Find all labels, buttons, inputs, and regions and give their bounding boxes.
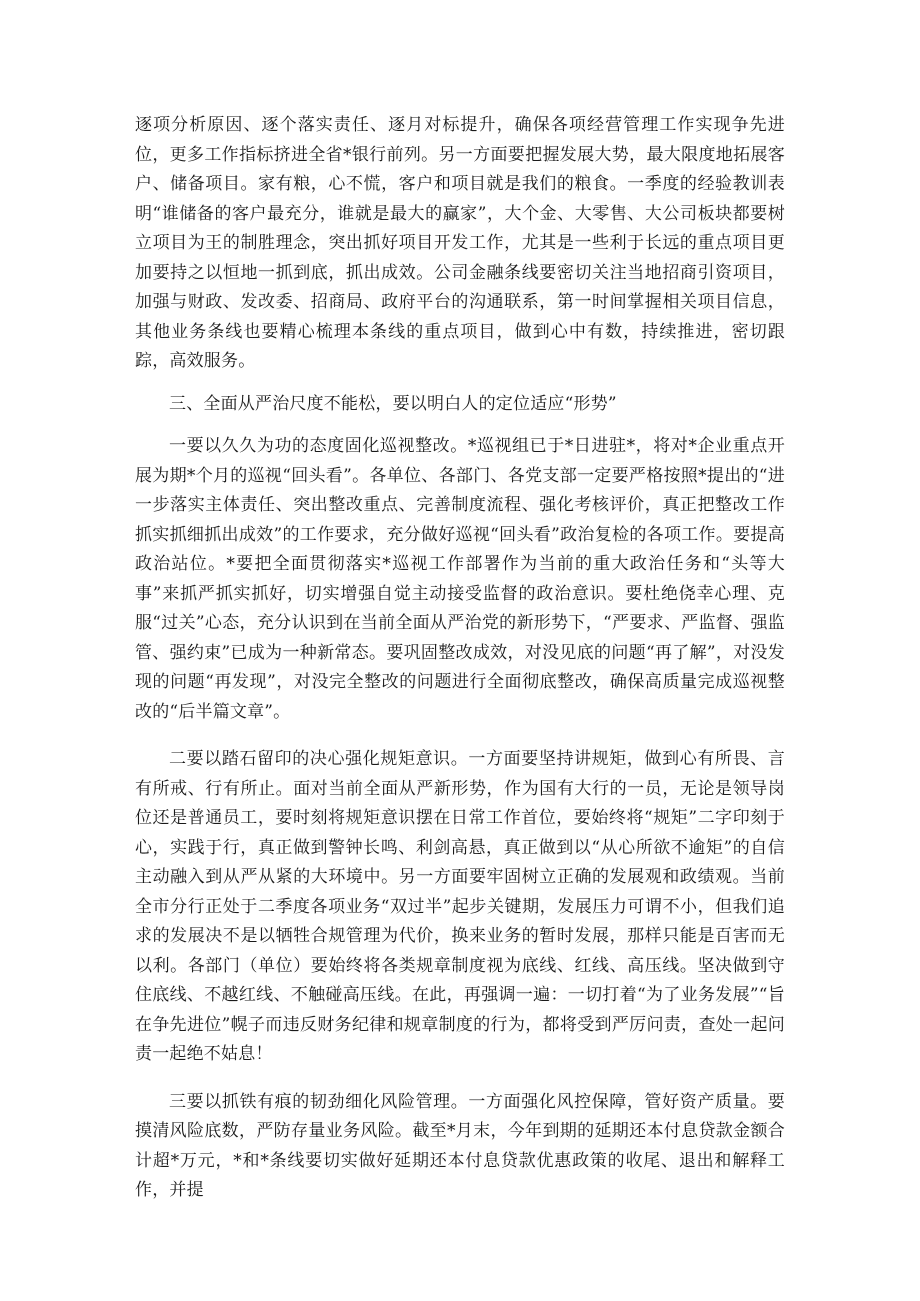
body-paragraph-inspection: 一要以久久为功的态度固化巡视整改。*巡视组已于*日进驻*，将对*企业重点开展为期*个月的巡视“回头看”。各单位、各部门、各党支部一定要严格按照*提出的“进一步落实主体责任、突出整改重点、完善制度流程、强化考核评价，真正把整改工作抓实抓细抓出成效”的工作要求，充分做好巡视“回头看”政治复检的各项工作。要提高政治站位。*要把全面贯彻落实*巡视工作部署作为当前的重大政治任务和“头等大事”来抓严抓实抓好，切实增强自觉主动接受监督的政治意识。要杜绝侥幸心理、克服“过关”心态，充分认识到在当前全面从严治党的新形势下，“严要求、严监督、强监管、强约束”已成为一种新常态。要巩固整改成效，对没见底的问题“再了解”，对没发现的问题“再发现”，对没完全整改的问题进行全面彻底整改，确保高质量完成巡视整改的“后半篇文章”。 xyxy=(135,436,785,722)
body-paragraph-rules: 二要以踏石留印的决心强化规矩意识。一方面要坚持讲规矩，做到心有所畏、言有所戒、行有所止。面对当前全面从严新形势，作为国有大行的一员，无论是领导岗位还是普通员工，要时刻将规矩意识摆在日常工作首位，要始终将“规矩”二字印刻于心，实践于行，真正做到警钟长鸣、利剑高悬，真正做到以“从心所欲不逾矩”的自信主动融入到从严从紧的大环境中。另一方面要牢固树立正确的发展观和政绩观。当前全市分行正处于二季度各项业务“双过半”起步关键期，发展压力可谓不小，但我们追求的发展决不是以牺牲合规管理为代价，换来业务的暂时发展，那样只能是百害而无以利。各部门（单位）要始终将各类规章制度视为底线、红线、高压线。坚决做到守住底线、不越红线、不触碰高压线。在此，再强调一遍：一切打着“为了业务发展”“旨在争先进位”幌子而违反财务纪律和规章制度的行为，都将受到严厉问责，查处一起问责一起绝不姑息！ xyxy=(135,749,785,1064)
section-heading-3: 三、全面从严治尺度不能松，要以明白人的定位适应“形势” xyxy=(169,393,617,414)
body-paragraph-1: 逐项分析原因、逐个落实责任、逐月对标提升，确保各项经营管理工作实现争先进位，更多工作指标挤进全省*银行前列。另一方面要把握发展大势，最大限度地拓展客户、储备项目。家有粮，心不慌，客户和项目就是我们的粮食。一季度的经验教训表明“谁储备的客户最充分，谁就是最大的赢家”，大个金、大零售、大公司板块都要树立项目为王的制胜理念，突出抓好项目开发工作，尤其是一些利于长远的重点项目更加要持之以恒地一抓到底，抓出成效。公司金融条线要密切关注当地招商引资项目，加强与财政、发改委、招商局、政府平台的沟通联系，第一时间掌握相关项目信息，其他业务条线也要精心梳理本条线的重点项目，做到心中有数，持续推进，密切跟踪，高效服务。 xyxy=(135,115,785,371)
body-paragraph-risk: 三要以抓铁有痕的韧劲细化风险管理。一方面强化风控保障，管好资产质量。要摸清风险底数，严防存量业务风险。截至*月末，今年到期的延期还本付息贷款金额合计超*万元，*和*条线要切实做好延期还本付息贷款优惠政策的收尾、退出和解释工作，并提 xyxy=(135,1091,785,1200)
document-page xyxy=(135,111,785,1206)
